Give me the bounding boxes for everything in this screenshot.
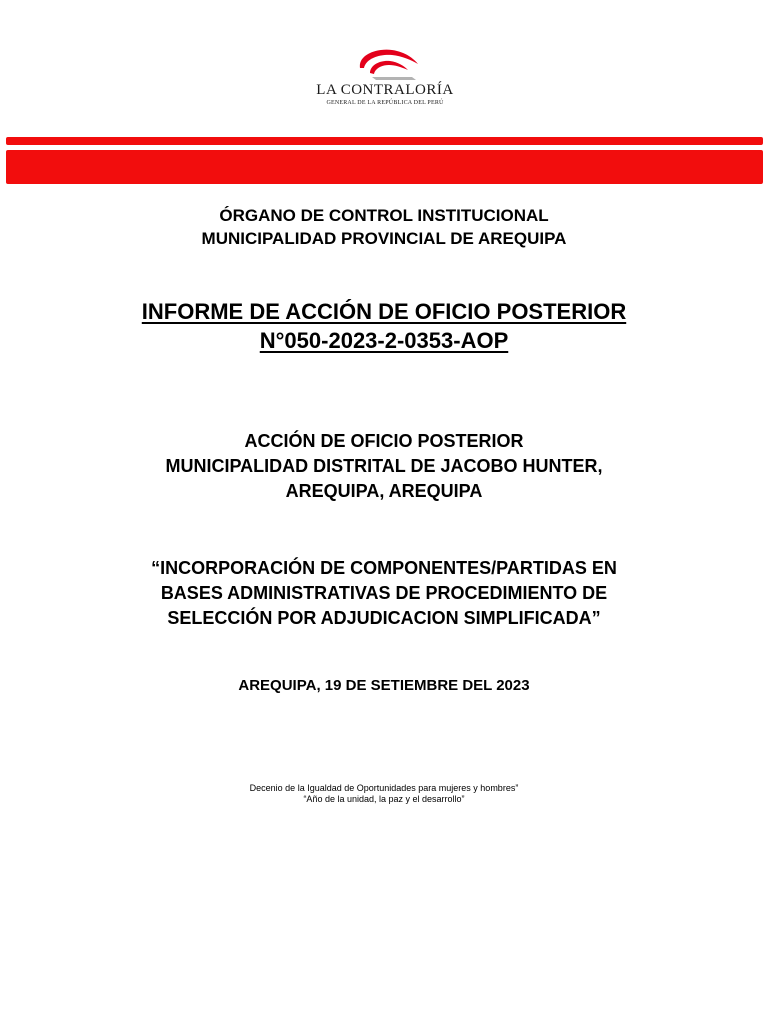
logo-title: LA CONTRALORÍA bbox=[316, 82, 454, 98]
action-line: MUNICIPALIDAD DISTRITAL DE JACOBO HUNTER, bbox=[165, 456, 603, 476]
header-band-thick bbox=[6, 150, 763, 184]
action-line: AREQUIPA, AREQUIPA bbox=[285, 481, 483, 501]
contraloria-logo bbox=[300, 46, 470, 110]
subject-line: SELECCIÓN POR ADJUDICACION SIMPLIFICADA” bbox=[167, 608, 601, 628]
report-title bbox=[0, 297, 768, 355]
organization-line: MUNICIPALIDAD PROVINCIAL DE AREQUIPA bbox=[201, 229, 567, 248]
contraloria-emblem-icon bbox=[348, 46, 420, 82]
organization-heading bbox=[0, 204, 768, 250]
footer-line: “Año de la unidad, la paz y el desarrollo” bbox=[303, 794, 465, 804]
report-date: AREQUIPA, 19 DE SETIEMBRE DEL 2023 bbox=[238, 677, 530, 694]
organization-line: ÓRGANO DE CONTROL INSTITUCIONAL bbox=[219, 206, 549, 225]
action-line: ACCIÓN DE OFICIO POSTERIOR bbox=[244, 431, 524, 451]
subject-heading bbox=[0, 556, 768, 631]
header-band-thin bbox=[6, 137, 763, 145]
footer-motto bbox=[0, 783, 768, 805]
logo-subtitle: GENERAL DE LA REPÚBLICA DEL PERÚ bbox=[326, 100, 444, 106]
footer-line: Decenio de la Igualdad de Oportunidades para mujeres y hombres” bbox=[249, 783, 519, 793]
report-number: N°050-2023-2-0353-AOP bbox=[259, 328, 509, 353]
action-heading bbox=[0, 429, 768, 504]
subject-line: BASES ADMINISTRATIVAS DE PROCEDIMIENTO DE bbox=[160, 583, 608, 603]
subject-line: “INCORPORACIÓN DE COMPONENTES/PARTIDAS EN bbox=[151, 558, 617, 578]
report-title-line: INFORME DE ACCIÓN DE OFICIO POSTERIOR bbox=[141, 299, 627, 324]
